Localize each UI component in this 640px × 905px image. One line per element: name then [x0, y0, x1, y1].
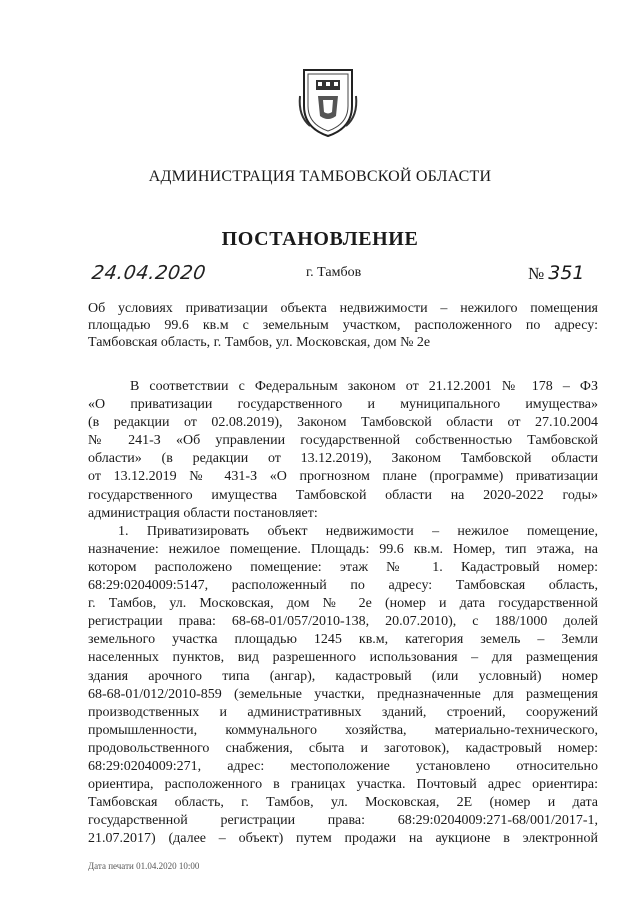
organization-title: АДМИНИСТРАЦИЯ ТАМБОВСКОЙ ОБЛАСТИ — [148, 168, 492, 185]
body-line: Тамбовская область, г. Тамбов, ул. Московская, 2Е (номер и дата — [88, 795, 598, 811]
coat-of-arms-icon — [296, 66, 360, 140]
body-line: промышленности, коммунального хозяйства, материально-технического, — [88, 722, 598, 738]
subject-line: Тамбовская область, г. Тамбов, ул. Московская, дом № 2е — [88, 335, 431, 350]
body-line: регистрации права: 68-68-01/057/2010-138, 20.07.2010), с 188/1000 долей — [88, 614, 598, 630]
body-line: области» (в редакции от 13.12.2019), Законом Тамбовской области — [88, 451, 598, 467]
body-line: ориентира, расположенного в границах участка. Почтовый адрес ориентира: — [88, 777, 598, 793]
city-label: г. Тамбов — [306, 265, 362, 280]
handwritten-date: 24.04.2020 — [90, 262, 208, 284]
document-subject — [88, 300, 598, 351]
document-body — [88, 378, 598, 848]
body-line: продовольственного снабжения, сбыта и заготовок), кадастровый номер: — [88, 740, 598, 756]
body-line: 21.07.2017) (далее – объект) путем продажи на аукционе в электронной — [88, 831, 598, 847]
body-line: государственной регистрации права: 68:29:0204009:271-68/001/2017-1, — [88, 813, 598, 829]
body-line: здания арочного типа (ангар), кадастровый (или условный) номер — [88, 668, 598, 684]
subject-line: площадью 99.6 кв.м с земельным участком, расположенного по адресу: — [88, 318, 598, 333]
body-line: производственных и административных зданий, строений, сооружений — [88, 704, 598, 720]
document-number — [528, 262, 585, 284]
body-line: «О приватизации государственного и муниципального имущества» — [88, 397, 598, 413]
body-line: от 13.12.2019 № 431-З «О прогнозном плане (программе) приватизации — [88, 469, 598, 485]
number-sign: № — [528, 264, 545, 283]
print-date-footer: Дата печати 01.04.2020 10:00 — [88, 861, 200, 871]
body-line: котором расположено помещение: этаж № 1. Кадастровый номер: — [88, 559, 598, 575]
handwritten-number: 351 — [548, 262, 585, 284]
body-line: 68:29:0204009:5147, расположенный по адресу: Тамбовская область, — [88, 578, 598, 594]
body-line: 1. Приватизировать объект недвижимости – нежилое помещение, — [118, 523, 598, 539]
body-line: 68-68-01/012/2010-859 (земельные участки, предназначенные для размещения — [88, 686, 598, 702]
body-line: государственного имущества Тамбовской области на 2020-2022 годы» — [88, 487, 598, 503]
body-line: г. Тамбов, ул. Московская, дом № 2е (номер и дата государственной — [88, 596, 598, 612]
body-line: администрация области постановляет: — [88, 505, 318, 521]
body-line: назначение: нежилое помещение. Площадь: 99.6 кв.м. Номер, тип этажа, на — [88, 541, 598, 557]
body-line: В соответствии с Федеральным законом от 21.12.2001 № 178 – ФЗ — [130, 379, 598, 394]
body-line: 68:29:0204009:271, адрес: местоположение установлено относительно — [88, 758, 598, 774]
body-line: № 241-З «Об управлении государственной собственностью Тамбовской — [88, 433, 598, 449]
body-line: земельного участка площадью 1245 кв.м, категория земель – Земли — [88, 632, 598, 648]
body-line: населенных пунктов, вид разрешенного использования – для размещения — [88, 650, 598, 666]
subject-line: Об условиях приватизации объекта недвижимости – нежилого помещения — [88, 301, 598, 316]
document-type-heading: ПОСТАНОВЛЕНИЕ — [221, 228, 419, 250]
body-line: (в редакции от 02.08.2019), Законом Тамбовской области от 27.10.2004 — [88, 415, 598, 431]
